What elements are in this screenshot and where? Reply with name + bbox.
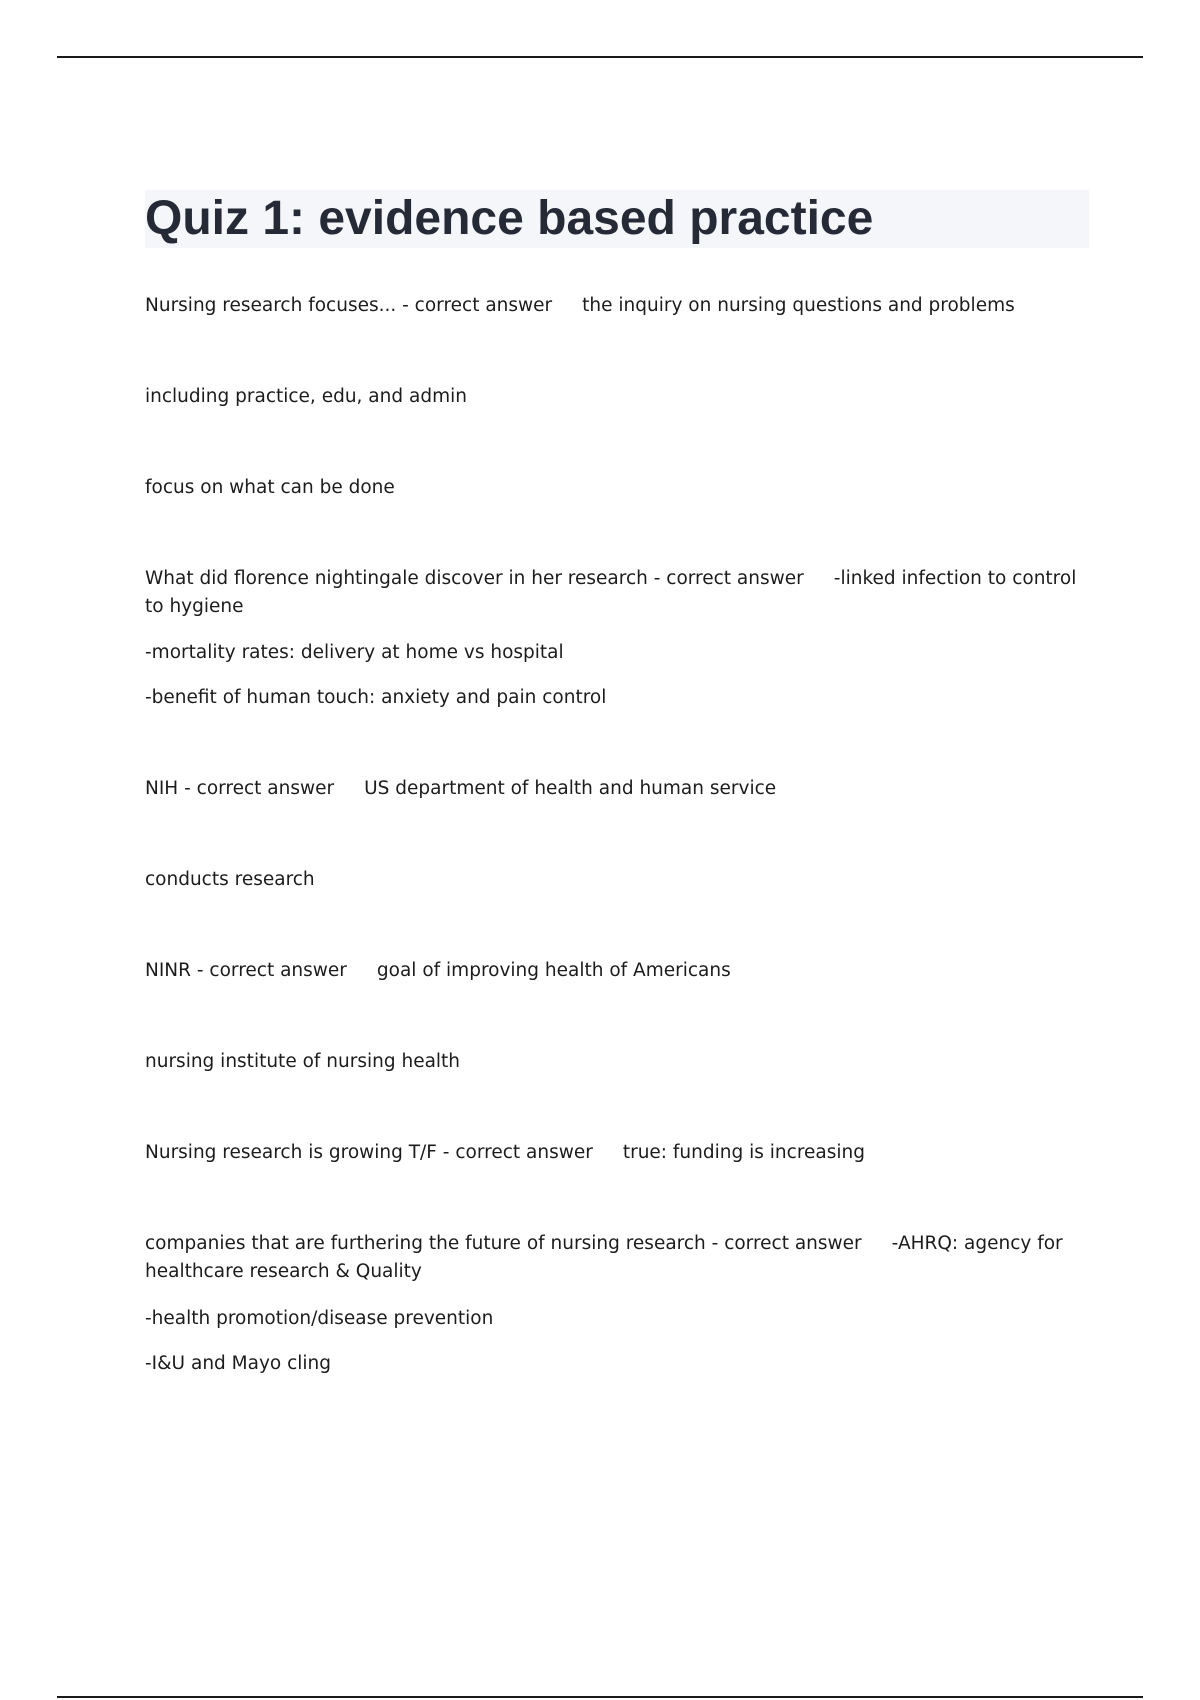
question: What did florence nightingale discover in her research - correct answer: [145, 568, 804, 589]
answer: the inquiry on nursing questions and problems: [582, 295, 1015, 316]
answer-line: nursing institute of nursing health: [145, 1051, 461, 1072]
qa-item-1: [145, 292, 1095, 320]
top-rule: [57, 56, 1143, 58]
qa-item-3: [145, 775, 1095, 803]
answer: goal of improving health of Americans: [376, 960, 731, 981]
question: Nursing research is growing T/F - correct answer: [145, 1142, 593, 1163]
answer: -AHRQ: agency for healthcare research & Quality: [145, 1233, 1063, 1282]
question: Nursing research focuses... - correct answer: [145, 295, 553, 316]
answer: true: funding is increasing: [622, 1142, 865, 1163]
qa-item-5: [145, 1139, 1095, 1167]
page-title: Quiz 1: evidence based practice: [145, 192, 874, 245]
question: companies that are furthering the future of nursing research - correct answer: [145, 1233, 862, 1254]
answer: US department of health and human service: [364, 778, 777, 799]
qa-item-4: [145, 957, 1095, 985]
answer: -linked infection to control to hygiene: [145, 568, 1077, 617]
qa-item-6: [145, 1230, 1095, 1286]
answer-line: -health promotion/disease prevention: [145, 1308, 494, 1329]
answer-line: -mortality rates: delivery at home vs hospital: [145, 642, 564, 663]
question: NIH - correct answer: [145, 778, 335, 799]
answer-line: -I&U and Mayo cling: [145, 1353, 332, 1374]
answer-line: focus on what can be done: [145, 477, 395, 498]
qa-item-2: [145, 565, 1095, 621]
answer-line: -benefit of human touch: anxiety and pain control: [145, 687, 607, 708]
answer-line: conducts research: [145, 869, 315, 890]
question: NINR - correct answer: [145, 960, 347, 981]
bottom-rule: [57, 1696, 1143, 1698]
answer-line: including practice, edu, and admin: [145, 386, 467, 407]
